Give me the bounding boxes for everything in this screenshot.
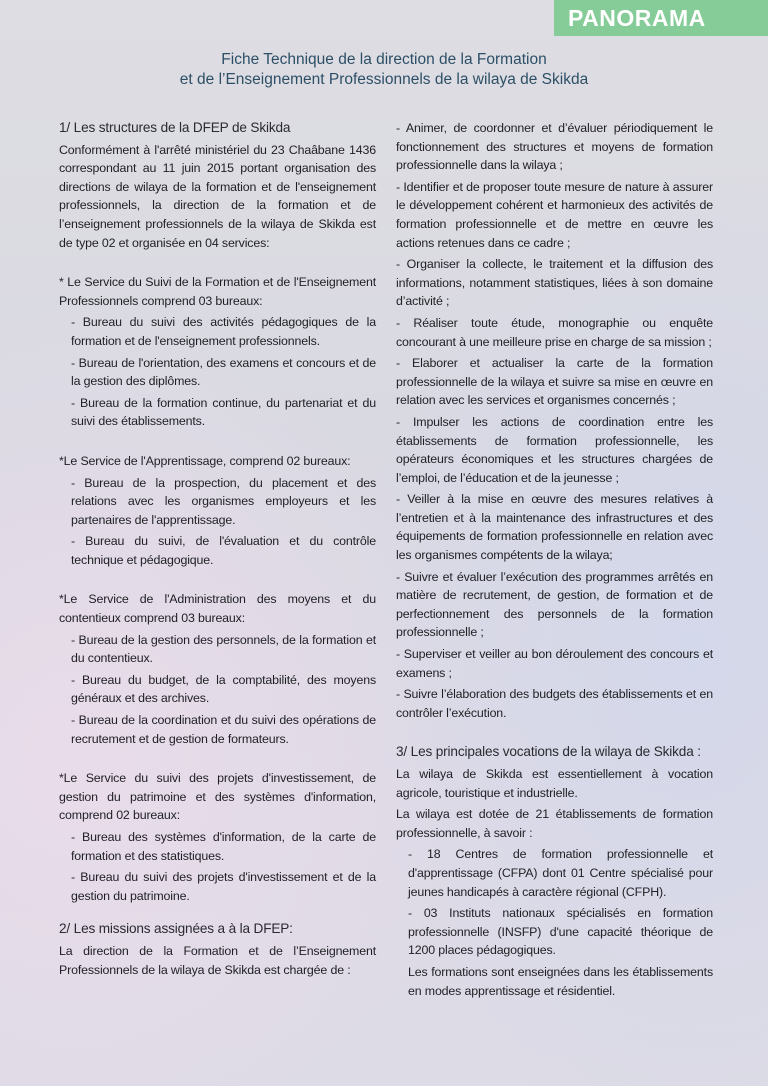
mission-item: - Suivre et évaluer l’exécution des programmes arrêtés en matière de recrutement, de gestion, de formation et de perfectionnement des personnels de la formation professionnelle ; [396,569,713,640]
mission-item: - Impulser les actions de coordination entre les établissements de formation professionnelle, les opérateurs économiques et les structures chargées de l’emploi, de l’éducation et de la jeunesse ; [396,414,713,485]
mission-item: - Elaborer et actualiser la carte de la formation professionnelle de la wilaya et suivre sa mise en œuvre en relation avec les services et organismes concernés ; [396,356,713,408]
bureau-item: - Bureau du suivi, de l'évaluation et du contrôle technique et pédagogique. [71,534,376,567]
bureau-item: - Bureau de la coordination et du suivi des opérations de recrutement et de gestion de formateurs. [71,713,376,746]
service-title: * Le Service du Suivi de la Formation et de l'Enseignement Professionnels comprend 03 bureaux: [59,275,376,308]
mission-item: - Superviser et veiller au bon déroulement des concours et examens ; [396,647,713,680]
mission-item: - Veiller à la mise en œuvre des mesures relatives à l’entretien et à la maintenance des infrastructures et des équipements de formation professionnelle en relation avec les organismes compétents de la wilaya; [396,492,713,563]
mission-item: - Organiser la collecte, le traitement et la diffusion des informations, notamment statistiques, liées à son domaine d’activité ; [396,257,713,309]
bureau-item: - Bureau de la gestion des personnels, de la formation et du contentieux. [71,632,376,666]
right-column [396,119,713,1003]
title-line-2: et de l’Enseignement Professionnels de la wilaya de Skikda [179,71,589,88]
service-title: *Le Service de l'Administration des moyens et du contentieux comprend 03 bureaux: [59,592,376,626]
section2-intro: La direction de la Formation et de l’Enseignement Professionnels de la wilaya de Skikda est chargée de : [59,943,376,977]
section3-para2: La wilaya est dotée de 21 établissements de formation professionnelle, à savoir : [396,807,713,840]
service-title: *Le Service du suivi des projets d'investissement, de gestion du patrimoine et des systèmes d'information, comprend 02 bureaux: [59,771,376,823]
bureau-item: - Bureau de l'orientation, des examens et concours et de la gestion des diplômes. [71,355,376,389]
section1-intro: Conformément à l'arrêté ministériel du 23 Chaâbane 1436 correspondant au 11 juin 2015 portant organisation des directions de wilaya de la formation et de l'enseignement professionnels, la direction de la formation et de l’enseignement professionnels de la wilaya de Skikda est de type 02 et organisée en 04 services: [59,142,376,250]
section3-para1: La wilaya de Skikda est essentiellement à vocation agricole, touristique et industrielle. [396,767,713,800]
section1-heading: 1/ Les structures de la DFEP de Skikda [59,120,291,135]
service-title: *Le Service de l'Apprentissage, comprend 02 bureaux: [59,453,351,468]
left-column [59,119,376,982]
title-line-1: Fiche Technique de la direction de la Formation [221,51,547,68]
bureau-item: - Bureau des systèmes d'information, de la carte de formation et des statistiques. [71,830,376,863]
bureau-item: - Bureau du suivi des projets d'investissement et de la gestion du patrimoine. [71,870,376,903]
mission-item: - Suivre l’élaboration des budgets des établissements et en contrôler l’exécution. [396,687,713,720]
section2-heading: 2/ Les missions assignées a à la DFEP: [59,921,293,937]
page-title [0,50,768,90]
section3-closing: Les formations sont enseignées dans les établissements en modes apprentissage et résidentiel. [408,964,713,998]
establishment-item: - 03 Instituts nationaux spécialisés en formation professionnelle (INSFP) d'une capacité théorique de 1200 places pédagogiques. [408,906,713,958]
bureau-item: - Bureau de la prospection, du placement et des relations avec les organismes employeurs et les partenaires de l'apprentissage. [71,475,376,527]
section3-heading: 3/ Les principales vocations de la wilaya de Skikda : [396,744,701,760]
bureau-item: - Bureau de la formation continue, du partenariat et du suivi des établissements. [71,395,376,429]
mission-item: - Animer, de coordonner et d’évaluer périodiquement le fonctionnement des structures et moyens de formation professionnelle dans la wilaya ; [396,121,713,173]
establishment-item: - 18 Centres de formation professionnelle et d'apprentissage (CFPA) dont 01 Centre spécialisé pour jeunes handicapés à caractère régional (CFPH). [408,847,713,899]
mission-item: - Réaliser toute étude, monographie ou enquête concourant à une meilleure prise en charge de sa mission ; [396,315,713,349]
mission-item: - Identifier et de proposer toute mesure de nature à assurer le développement cohérent et harmonieux des activités de formation professionnelle et de mettre en œuvre les actions retenues dans ce cadre ; [396,179,713,250]
panorama-badge: PANORAMA [554,0,768,36]
bureau-item: - Bureau du budget, de la comptabilité, des moyens généraux et des archives. [71,672,376,706]
bureau-item: - Bureau du suivi des activités pédagogiques de la formation et de l'enseignement professionnels. [71,315,376,348]
